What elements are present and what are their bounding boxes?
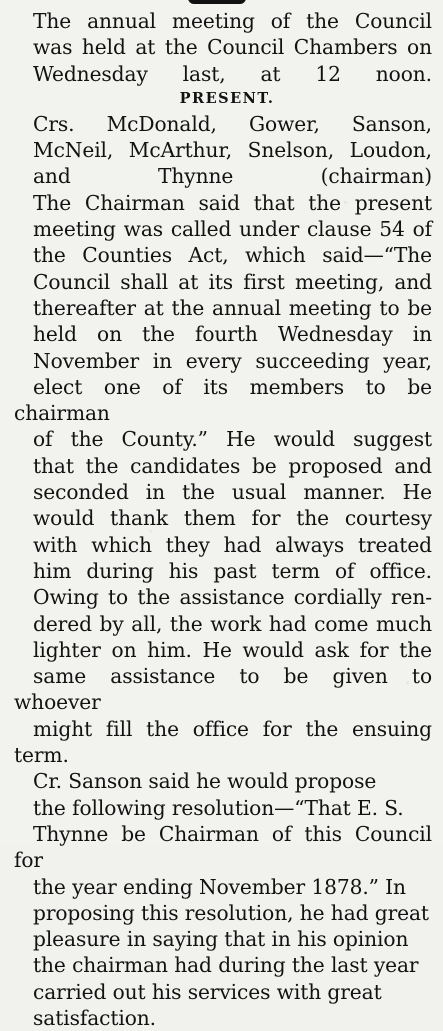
chairman-line-8: elect one of its members to be chairman <box>14 374 432 426</box>
chairman-line-13: with which they had always treated <box>33 532 432 557</box>
chairman-line-16: dered by all, the work had come much <box>33 611 432 636</box>
chairman-line-3: the Counties Act, which said—“The <box>33 243 432 268</box>
sanson-line-5: proposing this resolution, he had great <box>33 900 429 925</box>
chairman-line-7: November in every succeeding year, <box>33 348 432 373</box>
sanson-line-2: the following resolution—“That E. S. <box>33 795 404 820</box>
chairman-line-12: would thank them for the courtesy <box>33 506 432 531</box>
opening-line-2: was held at the Council Chambers on <box>33 35 432 60</box>
attendees-paragraph <box>14 111 432 190</box>
chairman-line-1-text: The Chairman said that the present <box>33 190 432 215</box>
chairman-line-5: thereafter at the annual meeting to be <box>33 295 432 320</box>
sanson-line-4: the year ending November 1878.” In <box>33 874 406 899</box>
attendees-line-2: McNeil, McArthur, Snelson, Loudon, <box>33 138 432 163</box>
chairman-line-9: of the County.” He would suggest <box>33 427 432 452</box>
opening-line-1: The annual meeting of the Council <box>33 9 432 33</box>
chairman-line-2: meeting was called under clause 54 of <box>33 217 432 242</box>
chairman-line-19: might fill the office for the ensuing term. <box>14 716 432 768</box>
article-body <box>14 8 432 1031</box>
sanson-line-9: satisfaction. <box>33 1005 156 1030</box>
chairman-line-6: held on the fourth Wednesday in <box>33 322 432 347</box>
attendees-line-1: Crs. McDonald, Gower, Sanson, <box>33 111 432 136</box>
present-heading: PRESENT. <box>179 89 275 107</box>
chairman-line-4: Council shall at its first meeting, and <box>33 269 432 294</box>
sanson-line-8: carried out his services with great <box>33 979 382 1004</box>
chairman-line-1 <box>14 190 432 216</box>
opening-paragraph <box>14 8 432 87</box>
sanson-line-3: Thynne be Chairman of this Council for <box>14 821 432 873</box>
sanson-line-1: Cr. Sanson said he would propose <box>33 769 377 794</box>
chairman-line-10: that the candidates be proposed and <box>33 453 432 478</box>
sanson-paragraph <box>14 768 432 1031</box>
chairman-line-18: same assistance to be given to whoever <box>14 664 432 715</box>
sanson-line-6: pleasure in saying that in his opinion <box>33 927 409 952</box>
chairman-line-17: lighter on him. He would ask for the <box>33 637 432 662</box>
chairman-line-15: Owing to the assistance cordially ren- <box>33 585 432 610</box>
attendees-line-3: and Thynne (chairman) <box>33 164 432 189</box>
opening-line-3: Wednesday last, at 12 noon. <box>33 61 432 86</box>
sanson-line-7: the chairman had during the last year <box>33 953 419 978</box>
chairman-line-14: him during his past term of office. <box>33 558 432 583</box>
chairman-line-11: seconded in the usual manner. He <box>33 480 432 505</box>
column-ornament <box>188 0 246 4</box>
chairman-paragraph <box>14 190 432 769</box>
